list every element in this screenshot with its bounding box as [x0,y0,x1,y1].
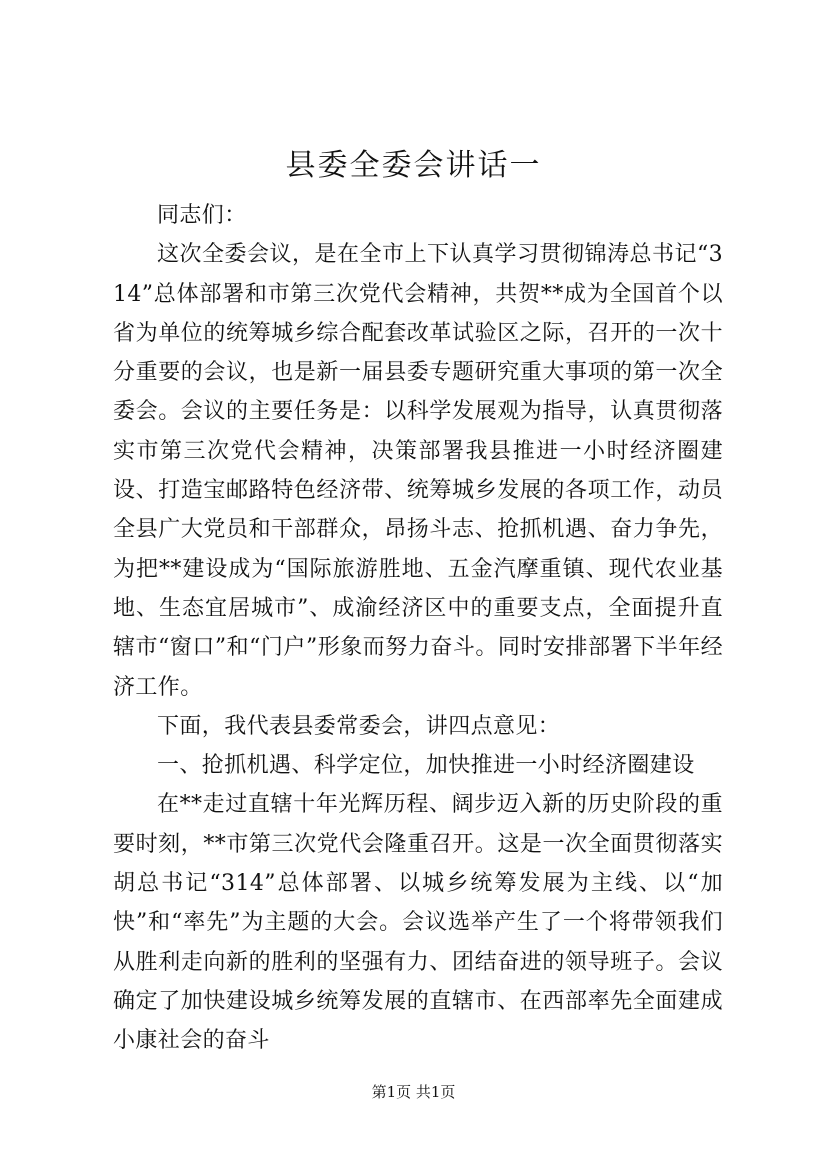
page-number-footer: 第1页 共1页 [371,1083,456,1101]
document-body [113,196,723,1061]
section-paragraph: 在**走过直辖十年光辉历程、阔步迈入新的历史阶段的重要时刻，**市第三次党代会隆重召开。这是一次全面贯彻落实胡总书记“314”总体部署、以城乡统筹发展为主线、以“加快”和“率先”为主题的大会。会议选举产生了一个将带领我们从胜利走向新的胜利的坚强有力、团结奋进的领导班子。会议确定了加快建设城乡统筹发展的直辖市、在西部率先全面建成小康社会的奋斗 [113,792,723,1054]
document-title: 县委全委会讲话一 [285,148,542,183]
salutation-paragraph: 同志们： [157,203,247,228]
outline-paragraph: 下面，我代表县委常委会，讲四点意见： [157,713,561,739]
section-heading: 一、抢抓机遇、科学定位，加快推进一小时经济圈建设 [157,753,695,779]
intro-paragraph: 这次全委会议，是在全市上下认真学习贯彻锦涛总书记“314”总体部署和市第三次党代会精神，共贺**成为全国首个以省为单位的统筹城乡综合配套改革试验区之际，召开的一次十分重要的会议，也是新一届县委专题研究重大事项的第一次全委会。会议的主要任务是：以科学发展观为指导，认真贯彻落实市第三次党代会精神，决策部署我县推进一小时经济圈建设、打造宝邮路特色经济带、统筹城乡发展的各项工作，动员全县广大党员和干部群众，昂扬斗志、抢抓机遇、奋力争先，为把**建设成为“国际旅游胜地、五金汽摩重镇、现代农业基地、生态宜居城市”、成渝经济区中的重要支点，全面提升直辖市“窗口”和“门户”形象而努力奋斗。同时安排部署下半年经济工作。 [113,242,723,700]
